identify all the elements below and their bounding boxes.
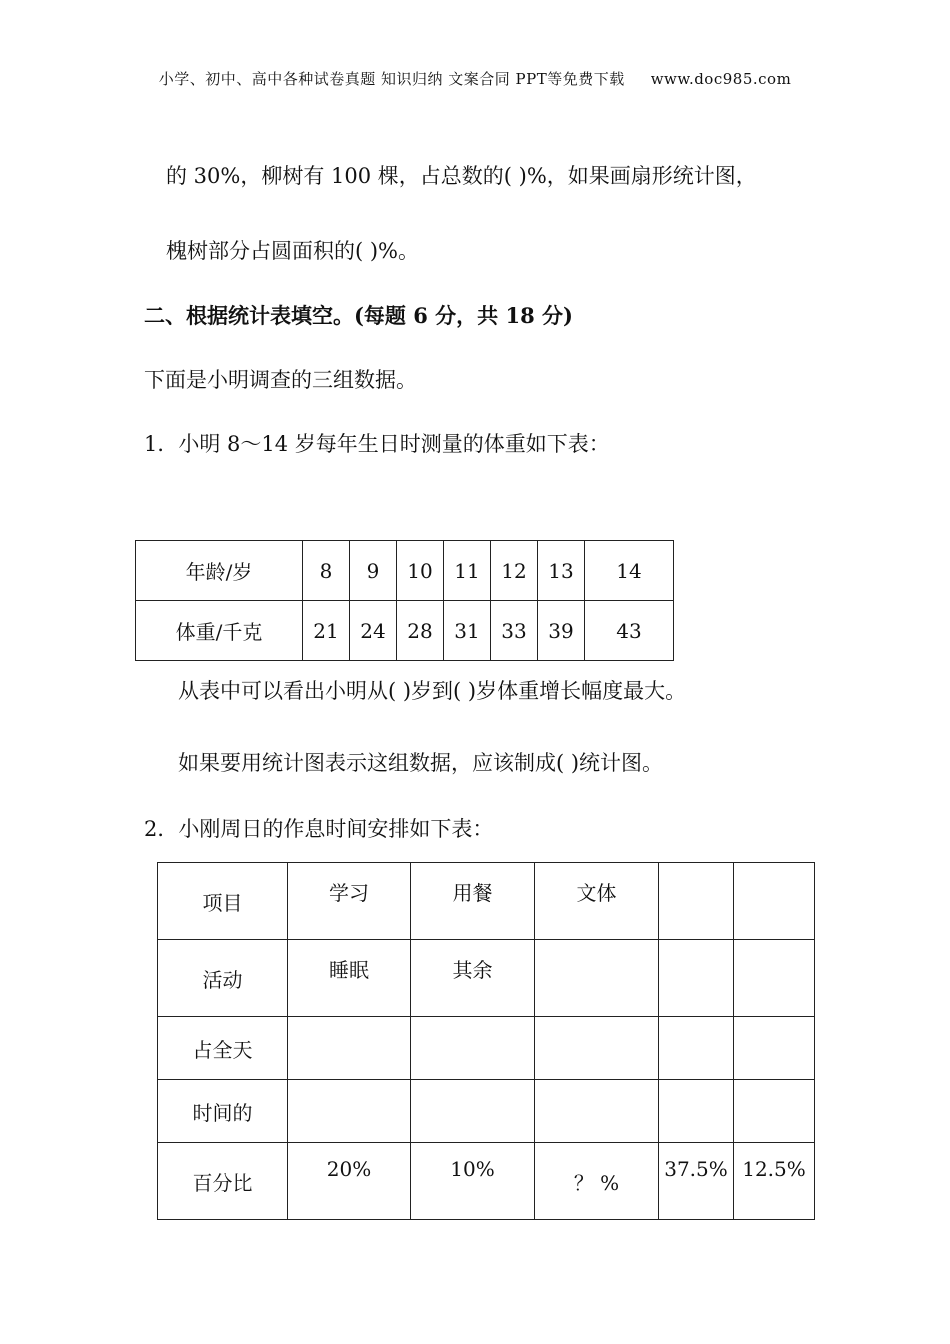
section-heading: 二、根据统计表填空。(每题 6 分，共 18 分) bbox=[144, 303, 573, 328]
percent-cell: ？ % bbox=[535, 1143, 659, 1220]
weight-cell: 24 bbox=[350, 601, 397, 661]
schedule-row bbox=[158, 1143, 815, 1220]
schedule-header-cell bbox=[659, 863, 734, 940]
intro-text: 下面是小明调查的三组数据。 bbox=[144, 368, 417, 392]
schedule-header-cell bbox=[659, 940, 734, 1017]
percent-cell: 20% bbox=[288, 1143, 411, 1220]
question-1-fill-b: 如果要用统计图表示这组数据，应该制成( )统计图。 bbox=[178, 751, 664, 775]
schedule-empty-cell bbox=[659, 1080, 734, 1143]
schedule-row bbox=[158, 1080, 815, 1143]
header-text: 小学、初中、高中各种试卷真题 知识归纳 文案合同 PPT等免费下载 bbox=[158, 70, 625, 88]
schedule-row bbox=[158, 940, 815, 1017]
weight-row bbox=[136, 601, 674, 661]
weight-row-label: 体重/千克 bbox=[136, 601, 303, 661]
schedule-header-cell bbox=[535, 940, 659, 1017]
question-1-fill-a: 从表中可以看出小明从( )岁到( )岁体重增长幅度最大。 bbox=[178, 679, 687, 703]
schedule-empty-cell bbox=[734, 1017, 815, 1080]
age-row bbox=[136, 541, 674, 601]
schedule-header-cell: 睡眠 bbox=[288, 940, 411, 1017]
schedule-label-cell: 时间的 bbox=[158, 1080, 288, 1143]
schedule-empty-cell bbox=[659, 1017, 734, 1080]
age-cell: 12 bbox=[491, 541, 538, 601]
percent-cell: 10% bbox=[411, 1143, 535, 1220]
schedule-row bbox=[158, 863, 815, 940]
schedule-empty-cell bbox=[288, 1017, 411, 1080]
question-1: 1．小明 8～14 岁每年生日时测量的体重如下表： bbox=[144, 432, 610, 456]
schedule-empty-cell bbox=[535, 1080, 659, 1143]
schedule-header-cell: 用餐 bbox=[411, 863, 535, 940]
schedule-label-cell: 活动 bbox=[158, 940, 288, 1017]
age-cell: 8 bbox=[303, 541, 350, 601]
text-line-2: 槐树部分占圆面积的( )%。 bbox=[166, 239, 420, 263]
weight-cell: 21 bbox=[303, 601, 350, 661]
age-cell: 11 bbox=[444, 541, 491, 601]
schedule-empty-cell bbox=[734, 1080, 815, 1143]
question-2: 2．小刚周日的作息时间安排如下表： bbox=[144, 817, 494, 841]
weight-cell: 33 bbox=[491, 601, 538, 661]
percent-cell: 37.5% bbox=[659, 1143, 734, 1220]
weight-table bbox=[135, 540, 674, 661]
page-header bbox=[0, 68, 950, 89]
schedule-header-cell: 学习 bbox=[288, 863, 411, 940]
weight-cell: 43 bbox=[585, 601, 674, 661]
schedule-label-cell: 百分比 bbox=[158, 1143, 288, 1220]
weight-cell: 28 bbox=[397, 601, 444, 661]
schedule-header-cell: 其余 bbox=[411, 940, 535, 1017]
age-cell: 13 bbox=[538, 541, 585, 601]
age-cell: 9 bbox=[350, 541, 397, 601]
schedule-empty-cell bbox=[411, 1017, 535, 1080]
schedule-header-cell bbox=[734, 940, 815, 1017]
header-site: www.doc985.com bbox=[650, 70, 792, 88]
schedule-empty-cell bbox=[535, 1017, 659, 1080]
schedule-row bbox=[158, 1017, 815, 1080]
schedule-table bbox=[157, 862, 815, 1220]
age-row-label: 年龄/岁 bbox=[136, 541, 303, 601]
age-cell: 10 bbox=[397, 541, 444, 601]
schedule-label-cell: 项目 bbox=[158, 863, 288, 940]
schedule-header-cell bbox=[734, 863, 815, 940]
weight-cell: 39 bbox=[538, 601, 585, 661]
schedule-label-cell: 占全天 bbox=[158, 1017, 288, 1080]
schedule-empty-cell bbox=[288, 1080, 411, 1143]
schedule-header-cell: 文体 bbox=[535, 863, 659, 940]
age-cell: 14 bbox=[585, 541, 674, 601]
schedule-empty-cell bbox=[411, 1080, 535, 1143]
weight-cell: 31 bbox=[444, 601, 491, 661]
text-line-1: 的 30%，柳树有 100 棵，占总数的( )%，如果画扇形统计图， bbox=[166, 164, 757, 188]
percent-cell: 12.5% bbox=[734, 1143, 815, 1220]
